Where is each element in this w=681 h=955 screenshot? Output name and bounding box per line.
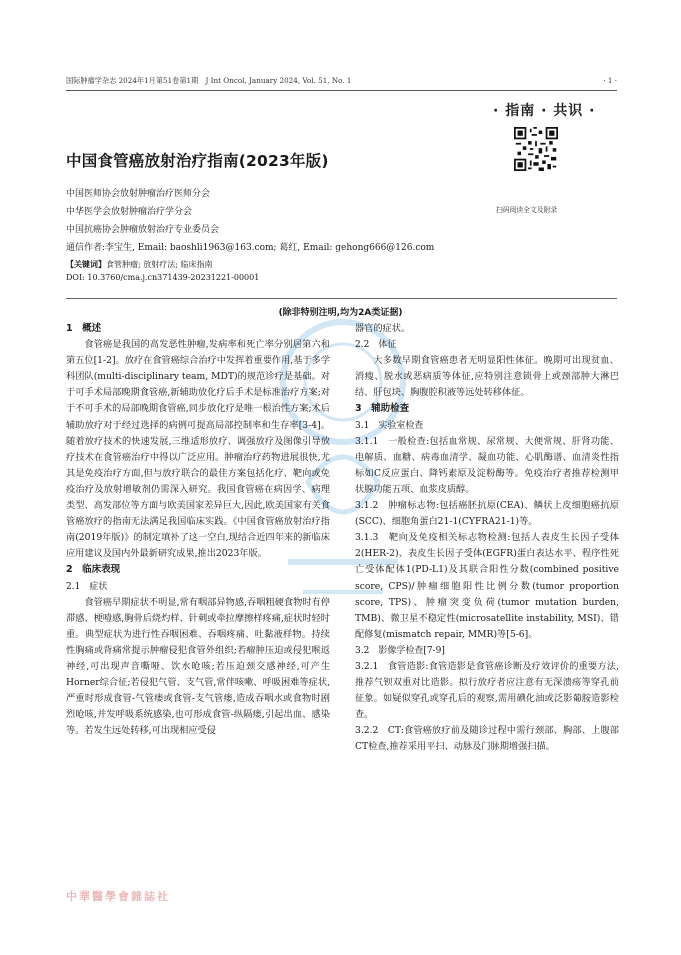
keywords-tag: 【关键词】 bbox=[66, 260, 106, 269]
keywords bbox=[66, 257, 212, 273]
doi[interactable]: DOI: 10.3760/cma.j.cn371439-20231221-00001 bbox=[66, 273, 260, 282]
author-line: 中国抗癌协会肿瘤放射治疗专业委员会 bbox=[66, 225, 220, 235]
page-number: · 1 · bbox=[603, 76, 617, 85]
section-heading: 1 概述 bbox=[66, 323, 102, 334]
paragraph: 大多数早期食管癌患者无明显阳性体征。晚期可出现贫血、消瘦、脱水或恶病质等体征,应特别注意锁骨上或颈部肿大淋巴结、肝包块、胸腹腔积液等远处转移体征。 bbox=[355, 355, 619, 399]
evidence-note: (除非特别注明,均为2A类证据) bbox=[278, 308, 403, 318]
left-column bbox=[66, 321, 330, 739]
paragraph: 3.2.2 CT:食管癌放疗前及随诊过程中需行颈部、胸部、上腹部CT检查,推荐采用平扫、动脉及门脉期增强扫描。 bbox=[355, 725, 619, 753]
header-divider bbox=[66, 90, 617, 91]
author-line: 中国医师协会放射肿瘤治疗医师分会 bbox=[66, 189, 211, 199]
subsection-heading: 3.1 实验室检查 bbox=[355, 420, 424, 431]
paragraph: 3.1.2 肿瘤标志物:包括癌胚抗原(CEA)、鳞状上皮细胞癌抗原(SCC)、细胞角蛋白21-1(CYFRA21-1)等。 bbox=[355, 500, 619, 528]
subsection-heading: 3.2 影像学检查[7-9] bbox=[355, 645, 445, 656]
qr-code-icon[interactable] bbox=[514, 127, 558, 171]
article-title: 中国食管癌放射治疗指南(2023年版) bbox=[66, 152, 329, 170]
paragraph: 器官的症状。 bbox=[355, 323, 411, 334]
column-tag: · 指南 · 共识 · bbox=[493, 103, 596, 119]
paragraph: 3.2.1 食管造影:食管造影是食管癌诊断及疗效评价的重要方法,推荐气钡双重对比造影。拟行放疗者应注意有无深溃疡等穿孔前征象。如疑似穿孔或穿孔后的观察,需用碘化油或泛影葡胺造影检查。 bbox=[355, 660, 619, 721]
subsection-heading: 2.2 体征 bbox=[355, 340, 397, 351]
correspondence-line: 通信作者:李宝生, Email: baoshli1963@163.com; 葛红, Email: gehong666@126.com bbox=[66, 243, 435, 253]
section-heading: 2 临床表现 bbox=[66, 564, 121, 576]
right-column bbox=[355, 321, 619, 756]
paragraph: 食管癌是我国的高发恶性肿瘤,发病率和死亡率分别居第六和第五位[1-2]。放疗在食管癌综合治疗中发挥着重要作用,基于多学科团队(multi-disciplinary team, MDT)的规范诊疗是基础。对于可手术局部晚期食管癌,新辅助放化疗后手术是标准治疗方案;对于不可手术的局部晚期食管癌,同步放化疗是唯一根治性方案;术后辅助放疗对于经过选择的病例可提高局部控制率和生存率[3-4]。随着放疗技术的快速发展,三维适形放疗、调强放疗及图像引导放疗技术在食管癌治疗中得以广泛应用。肿瘤治疗药物进展很快,尤其是免疫治疗方面,但与放疗联合的最佳方案包括化疗、靶向或免疫治疗及放射增敏剂仍需深入研究。我国食管癌在病因学、病理类型、高发部位等方面与欧美国家差异巨大,因此,欧美国家有关食管癌放疗的指南无法满足我国临床实践。《中国食管癌放射治疗指南(2019年版)》的制定填补了这一空白,现结合近四年来的新临床应用建议及国内外最新研究成果,推出2023年版。 bbox=[66, 339, 330, 560]
paragraph: 3.1.1 一般检查:包括血常规、尿常规、大便常规、肝肾功能、电解质、血糖、病毒血清学、凝血功能、心肌酶谱、血清炎性指标如C反应蛋白、降钙素原及淀粉酶等。免疫治疗者推荐检测甲状腺功能五项、血浆皮质醇。 bbox=[355, 435, 619, 495]
publisher-logo: 中華醫學會雜誌社 bbox=[66, 890, 170, 903]
paragraph: 食管癌早期症状不明显,常有咽部异物感,吞咽粗硬食物时有停滞感、梗噎感,胸骨后烧灼样、针刺或牵拉摩擦样疼痛,症状时轻时重。典型症状为进行性吞咽困难、吞咽疼痛、吐黏液样物。持续性胸痛或背痛常提示肿瘤侵犯食管外组织;若瘤肿压迫或侵犯喉返神经,可出现声音嘶哑、饮水呛咳;若压迫颈交感神经,可产生Horner综合征;若侵犯气管、支气管,常伴咳嗽、呼吸困难等症状,严重时形成食管-气管瘘或食管-支气管瘘,造成吞咽水或食物时剧烈呛咳,并发呼吸系统感染,也可形成食管-纵隔瘘,引起出血、感染等。若发生远处转移,可出现相应受侵 bbox=[66, 596, 330, 737]
qr-caption: 扫码阅读全文及附录 bbox=[496, 206, 558, 214]
subsection-heading: 2.1 症状 bbox=[66, 581, 108, 592]
paragraph: 3.1.3 靶向及免疫相关标志物检测:包括人表皮生长因子受体2(HER-2)、表皮生长因子受体(EGFR)蛋白表达水平、程序性死亡受体配体1(PD-L1)及其联合阳性分数(combined positive score, CPS)/肿瘤细胞阳性比例分数(tumor proportion score, TPS)、肿瘤突变负荷(tumor mutation burden, TMB)、微卫星不稳定性(microsatellite instability, MSI)、错配修复(mismatch repair, MMR)等[5-6]。 bbox=[355, 532, 619, 640]
abstract-divider bbox=[66, 298, 617, 299]
author-block bbox=[66, 185, 434, 257]
journal-citation: 国际肿瘤学杂志 2024年1月第51卷第1期 J Int Oncol, January 2024, Vol. 51, No. 1 bbox=[66, 76, 352, 85]
keywords-text: 食管肿瘤; 放射疗法; 临床指南 bbox=[106, 260, 213, 269]
running-header bbox=[66, 76, 617, 86]
author-line: 中华医学会放射肿瘤治疗学分会 bbox=[66, 207, 193, 217]
section-heading: 3 辅助检查 bbox=[355, 403, 410, 415]
